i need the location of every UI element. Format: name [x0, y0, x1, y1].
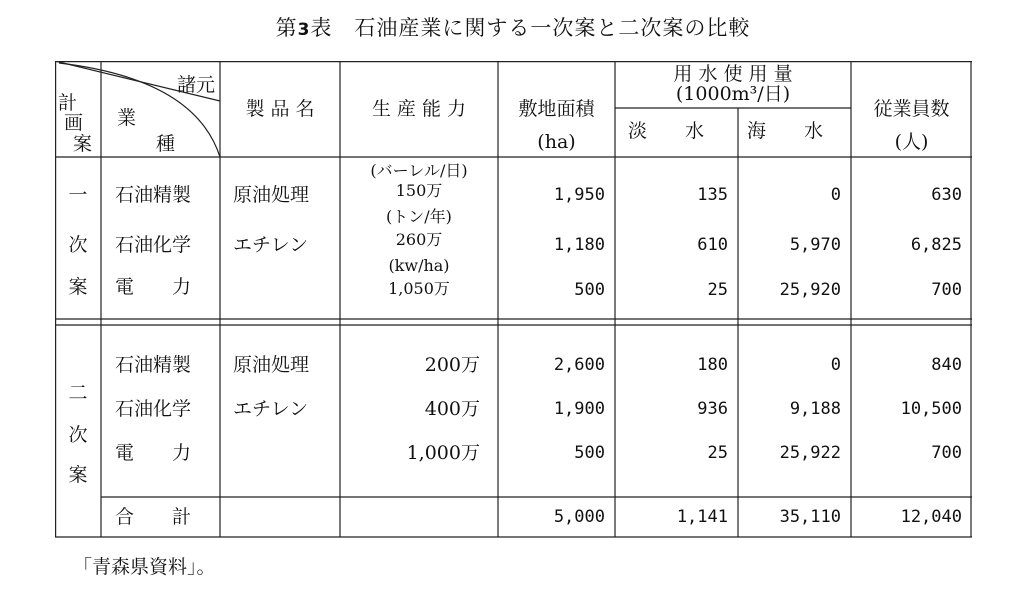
- table-title: [0, 12, 1026, 42]
- plan1-label-2: 次: [68, 234, 88, 256]
- plan1-row1-sea: 0: [830, 185, 841, 205]
- plan1-row3-industry: 電 力: [115, 276, 192, 298]
- plan2-row2-industry: 石油化学: [115, 398, 192, 420]
- plan2-row3-site: 500: [574, 443, 605, 463]
- plan2-label-2: 次: [68, 424, 88, 446]
- plan1-label-3: 案: [68, 276, 88, 298]
- plan2-row3-fresh: 25: [707, 443, 728, 463]
- plan2-row1-capacity: 200万: [424, 354, 480, 376]
- total-sea: 35,110: [779, 507, 841, 527]
- total-site: 5,000: [553, 507, 605, 527]
- plan1-row1-product: 原油処理: [233, 184, 310, 206]
- plan1-row3-capacity-unit: (kw/ha): [388, 256, 450, 275]
- plan2-row1-industry: 石油精製: [115, 354, 192, 376]
- total-label: 合 計: [115, 506, 192, 528]
- plan1-row1-site: 1,950: [553, 185, 605, 205]
- title-text: 石油産業に関する一次案と二次案の比較: [354, 16, 751, 40]
- header-employees-unit: (人): [894, 131, 929, 153]
- plan2-row1-sea: 0: [830, 355, 841, 375]
- header-capacity: 生 産 能 力: [371, 98, 467, 120]
- plan2-row1-site: 2,600: [553, 355, 605, 375]
- plan2-row3-employees: 700: [931, 443, 962, 463]
- corner-industry-label-1: 業: [117, 107, 137, 129]
- corner-plan-label-3: 案: [73, 133, 93, 155]
- plan1-row3-employees: 700: [931, 280, 962, 300]
- title-suffix: 表: [310, 16, 333, 40]
- plan2-row2-capacity: 400万: [424, 398, 480, 420]
- corner-plan-label-1: 計: [58, 92, 78, 114]
- corner-plan-label-2: 画: [64, 112, 84, 134]
- title-number: 3: [297, 20, 311, 40]
- plan1-row2-employees: 6,825: [910, 235, 962, 255]
- corner-spec-label: 諸元: [177, 74, 216, 96]
- plan1-row1-fresh: 135: [697, 185, 728, 205]
- header-site-unit: (ha): [537, 131, 576, 153]
- plan1-row3-fresh: 25: [707, 280, 728, 300]
- plan1-label-1: 一: [68, 184, 88, 206]
- title-prefix: 第: [275, 16, 298, 40]
- header-product: 製 品 名: [245, 98, 315, 120]
- total-employees: 12,040: [900, 507, 962, 527]
- plan1-row2-product: エチレン: [233, 234, 309, 256]
- plan1-row2-sea: 5,970: [789, 235, 841, 255]
- plan1-row3-sea: 25,920: [779, 280, 841, 300]
- plan2-row1-employees: 840: [931, 355, 962, 375]
- plan2-row2-employees: 10,500: [900, 399, 962, 419]
- header-water-unit: (1000m³/日): [675, 83, 791, 105]
- header-site-area: 敷地面積: [518, 98, 595, 120]
- plan2-row2-site: 1,900: [553, 399, 605, 419]
- header-water-use: 用 水 使 用 量: [673, 63, 793, 85]
- plan1-row1-employees: 630: [931, 185, 962, 205]
- plan1-row1-industry: 石油精製: [115, 184, 192, 206]
- corner-industry-label-2: 種: [156, 133, 176, 155]
- plan2-row1-product: 原油処理: [233, 354, 310, 376]
- plan1-row3-site: 500: [574, 280, 605, 300]
- plan2-label-1: 二: [68, 382, 88, 404]
- plan2-row2-sea: 9,188: [789, 399, 841, 419]
- plan1-row1-capacity-unit: (バーレル/日): [370, 161, 468, 180]
- plan2-row3-sea: 25,922: [779, 443, 841, 463]
- header-sea-water: 海 水: [747, 120, 824, 142]
- header-employees: 従業員数: [873, 98, 950, 120]
- plan1-row2-capacity-unit: (トン/年): [386, 207, 452, 226]
- total-fresh: 1,141: [676, 507, 728, 527]
- plan1-row3-capacity: 1,050万: [388, 279, 450, 298]
- plan1-row2-capacity: 260万: [395, 230, 443, 249]
- plan1-row1-capacity: 150万: [395, 181, 443, 200]
- comparison-table: [55, 61, 972, 538]
- source-note: 「青森県資料」。: [73, 556, 216, 578]
- plan2-row1-fresh: 180: [697, 355, 728, 375]
- plan2-row2-fresh: 936: [697, 399, 728, 419]
- plan2-row2-product: エチレン: [233, 398, 309, 420]
- plan1-row2-industry: 石油化学: [115, 234, 192, 256]
- header-fresh-water: 淡 水: [628, 120, 705, 142]
- plan2-row3-capacity: 1,000万: [406, 442, 480, 464]
- plan2-label-3: 案: [68, 464, 88, 486]
- plan2-row3-industry: 電 力: [115, 442, 192, 464]
- plan1-row2-site: 1,180: [553, 235, 605, 255]
- plan1-row2-fresh: 610: [697, 235, 728, 255]
